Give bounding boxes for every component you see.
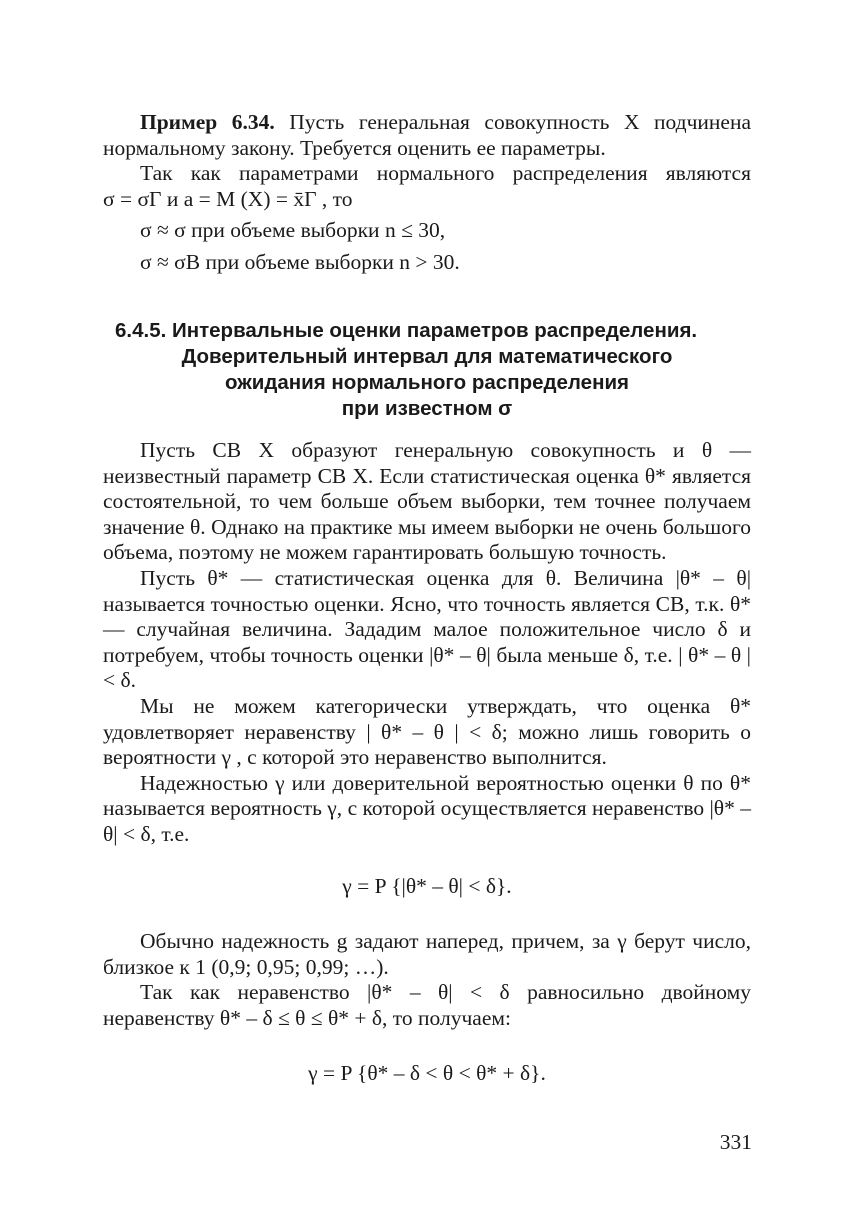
estimate-small-sample: σ ≈ σ при объеме выборки n ≤ 30, (140, 218, 446, 243)
paragraph-5: Обычно надежность g задают наперед, причем, за γ берут число, близкое к 1 (0,9; 0,95; 0,99; …). (103, 929, 751, 979)
section-heading-line-2: Доверительный интервал для математического (181, 345, 673, 368)
estimate-large-sample: σ ≈ σВ при объеме выборки n > 30. (140, 249, 460, 274)
paragraph-1: Пусть СВ X образуют генеральную совокупность и θ — неизвестный параметр СВ X. Если статистическая оценка θ* является состоятельной, то чем больше объем выборки, тем точнее получаем значение θ. Однако на практике мы имеем выборки не очень большого объема, поэтому не можем гарантировать большую точность. (103, 438, 751, 565)
paragraph-3: Мы не можем категорически утверждать, что оценка θ* удовлетворяет неравенству | θ* – θ | < δ; можно лишь говорить о вероятности γ , с которой это неравенство выполнится. (103, 693, 751, 770)
example-label: Пример 6.34. (140, 110, 275, 134)
example-text: Пусть генеральная совокупность X подчинена нормальному закону. Требуется оценить ее параметры. (103, 110, 751, 160)
page-number: 331 (719, 1130, 752, 1154)
section-heading-line-1: 6.4.5. Интервальные оценки параметров распределения. (115, 319, 698, 342)
formula-interval: γ = P {θ* – δ < θ < θ* + δ}. (308, 1061, 546, 1086)
example-line-params: Так как параметрами нормального распределения являются (140, 161, 751, 186)
example-paragraph (103, 110, 751, 161)
paragraph-4: Надежностью γ или доверительной вероятностью оценки θ по θ* называется вероятность γ, с которой осуществляется неравенство |θ* – θ| < δ, т.е. (103, 770, 751, 846)
example-line-sigma: σ = σГ и a = M (X) = x̄Г , то (103, 186, 353, 211)
paragraph-2: Пусть θ* — статистическая оценка для θ. Величина |θ* – θ| называется точностью оценки. Ясно, что точность является СВ, т.к. θ* — случайная величина. Зададим малое положительное число δ и потребуем, чтобы точность оценки |θ* – θ| была меньше δ, т.е. | θ* – θ | < δ. (103, 565, 751, 693)
section-heading-line-3: ожидания нормального распределения (224, 371, 630, 394)
section-heading (103, 318, 751, 422)
section-heading-line-4: при известном σ (341, 397, 513, 420)
paragraph-6: Так как неравенство |θ* – θ| < δ равносильно двойному неравенству θ* – δ ≤ θ ≤ θ* + δ, то получаем: (103, 980, 751, 1030)
formula-reliability: γ = P {|θ* – θ| < δ}. (342, 873, 512, 898)
body-text (103, 438, 751, 1087)
example-block (103, 110, 751, 276)
